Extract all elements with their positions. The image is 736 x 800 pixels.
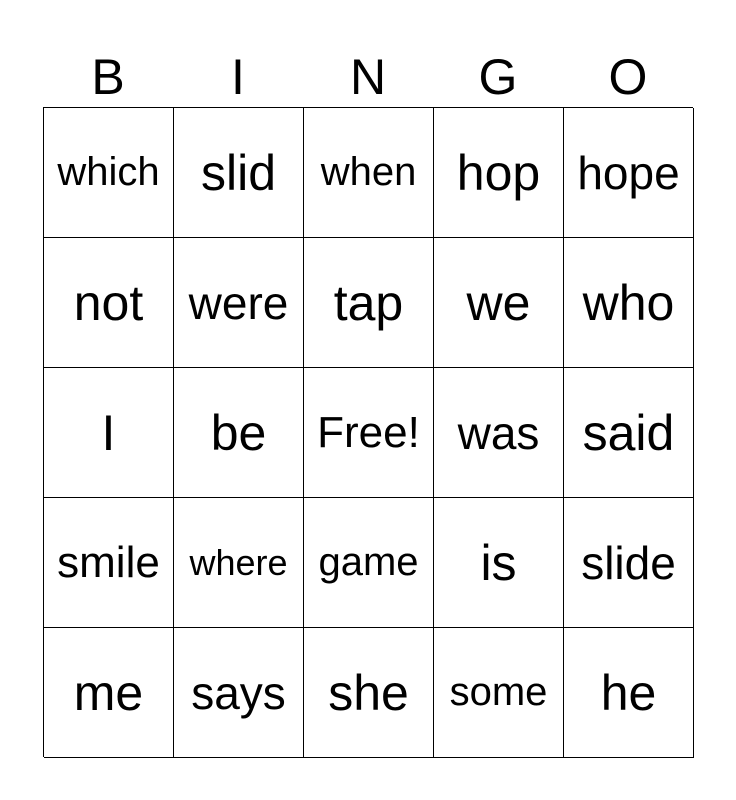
bingo-cell[interactable]: hope <box>564 108 694 238</box>
bingo-cell[interactable]: says <box>174 628 304 758</box>
header-letter-i: I <box>231 49 245 105</box>
bingo-header <box>43 48 693 106</box>
bingo-cell[interactable]: game <box>304 498 434 628</box>
header-letter-n: N <box>349 49 387 105</box>
header-letter-g: G <box>478 49 518 105</box>
bingo-cell[interactable]: some <box>434 628 564 758</box>
bingo-cell[interactable]: tap <box>304 238 434 368</box>
bingo-cell[interactable]: was <box>434 368 564 498</box>
bingo-cell[interactable]: she <box>304 628 434 758</box>
bingo-cell[interactable]: said <box>564 368 694 498</box>
bingo-cell[interactable]: hop <box>434 108 564 238</box>
bingo-board <box>43 107 693 757</box>
bingo-cell[interactable]: not <box>44 238 174 368</box>
bingo-cell[interactable]: who <box>564 238 694 368</box>
bingo-cell[interactable]: he <box>564 628 694 758</box>
bingo-cell[interactable]: were <box>174 238 304 368</box>
bingo-cell[interactable]: which <box>44 108 174 238</box>
header-letter-b: B <box>91 49 125 105</box>
bingo-cell[interactable]: when <box>304 108 434 238</box>
bingo-cell-free[interactable]: Free! <box>304 368 434 498</box>
bingo-cell[interactable]: smile <box>44 498 174 628</box>
bingo-cell[interactable]: we <box>434 238 564 368</box>
bingo-cell[interactable]: is <box>434 498 564 628</box>
bingo-cell[interactable]: slid <box>174 108 304 238</box>
bingo-cell[interactable]: slide <box>564 498 694 628</box>
bingo-cell[interactable]: me <box>44 628 174 758</box>
header-letter-o: O <box>608 49 648 105</box>
bingo-cell[interactable]: I <box>44 368 174 498</box>
bingo-cell[interactable]: be <box>174 368 304 498</box>
bingo-cell[interactable]: where <box>174 498 304 628</box>
